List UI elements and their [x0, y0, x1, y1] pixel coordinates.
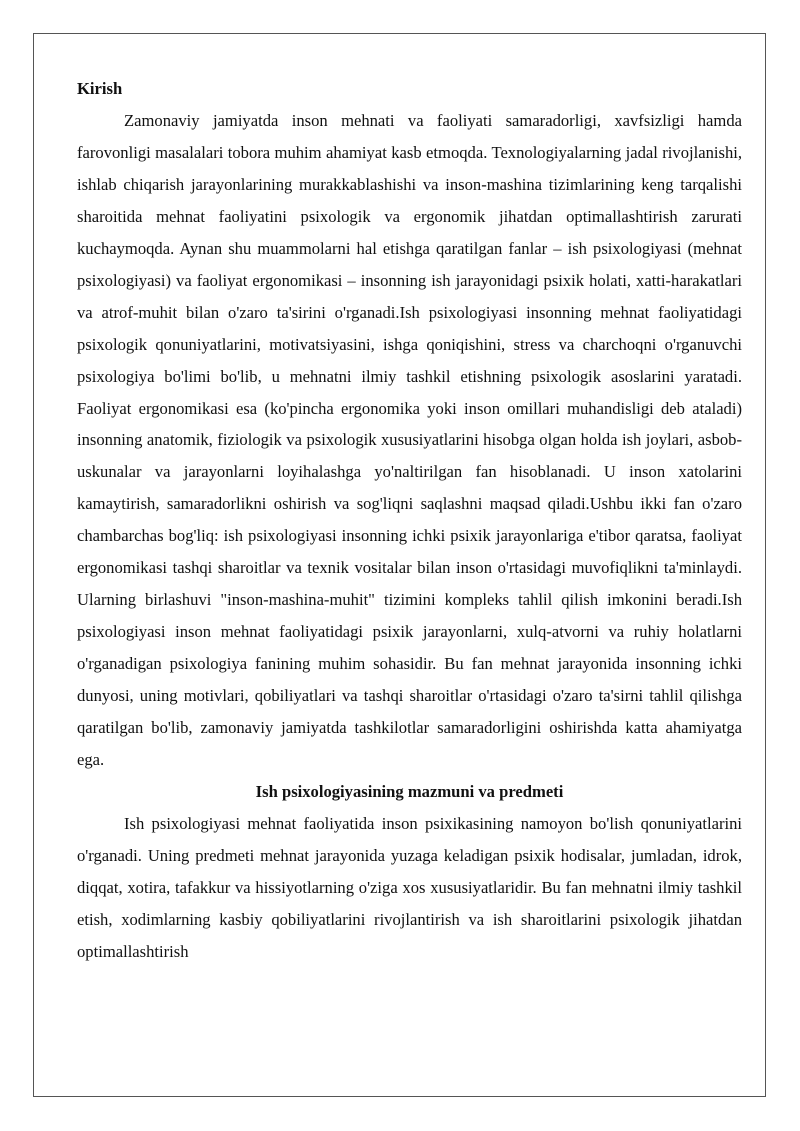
section-paragraph: Ish psixologiyasi mehnat faoliyatida inson psixikasining namoyon bo'lish qonuniyatlarini o'rganadi. Uning predmeti mehnat jarayonida yuzaga keladigan psixik hodisalar, jumladan, idrok, diqqat, xotira, tafakkur va hissiyotlarning o'ziga xos xususiyatlaridir. Bu fan mehnatni ilmiy tashkil etish, xodimlarning kasbiy qobiliyatlarini rivojlantirish va ish sharoitlarini psixologik jihatdan optimallashtirish: [77, 813, 742, 961]
section-heading: Ish psixologiyasining mazmuni va predmeti: [255, 781, 564, 801]
document-body: [77, 73, 742, 968]
intro-heading: Kirish: [77, 79, 123, 98]
intro-paragraph: Zamonaviy jamiyatda inson mehnati va faoliyati samaradorligi, xavfsizligi hamda farovonligi masalalari tobora muhim ahamiyat kasb etmoqda. Texnologiyalarning jadal rivojlanishi, ishlab chiqarish jarayonlarining murakkablashishi va inson-mashina tizimlarining keng tarqalishi sharoitida mehnat faoliyatini psixologik va ergonomik jihatdan optimallashtirish zarurati kuchaymoqda. Aynan shu muammolarni hal etishga qaratilgan fanlar – ish psixologiyasi (mehnat psixologiyasi) va faoliyat ergonomikasi – insonning ish jarayonidagi psixik holati, xatti-harakatlari va atrof-muhit bilan o'zaro ta'sirini o'rganadi.Ish psixologiyasi insonning mehnat faoliyatidagi psixologik qonuniyatlarini, motivatsiyasini, ishga qoniqishini, stress va charchoqni o'rganuvchi psixologiya bo'limi bo'lib, u mehnatni ilmiy tashkil etishning psixologik asoslarini yaratadi. Faoliyat ergonomikasi esa (ko'pincha ergonomika yoki inson omillari muhandisligi deb ataladi) insonning anatomik, fiziologik va psixologik xususiyatlarini hisobga olgan holda ish joylari, asbob-uskunalar va jarayonlarni loyihalashga yo'naltirilgan fan hisoblanadi. U inson xatolarini kamaytirish, samaradorlikni oshirish va sog'liqni saqlashni maqsad qiladi.Ushbu ikki fan o'zaro chambarchas bog'liq: ish psixologiyasi insonning ichki psixik jarayonlariga e'tibor qaratsa, faoliyat ergonomikasi tashqi sharoitlar va texnik vositalar bilan inson o'rtasidagi muvofiqlikni ta'minlaydi. Ularning birlashuvi "inson-mashina-muhit" tizimini kompleks tahlil qilish imkonini beradi.Ish psixologiyasi inson mehnat faoliyatidagi psixik jarayonlarni, xulq-atvorni va ruhiy holatlarni o'rganadigan psixologiya fanining muhim sohasidir. Bu fan mehnat jarayonida insonning ichki dunyosi, uning motivlari, qobiliyatlari va tashqi sharoitlar o'rtasidagi o'zaro ta'sirni tahlil qilishga qaratilgan bo'lib, zamonaviy jamiyatda tashkilotlar samaradorligini oshirishda katta ahamiyatga ega.: [77, 110, 742, 770]
